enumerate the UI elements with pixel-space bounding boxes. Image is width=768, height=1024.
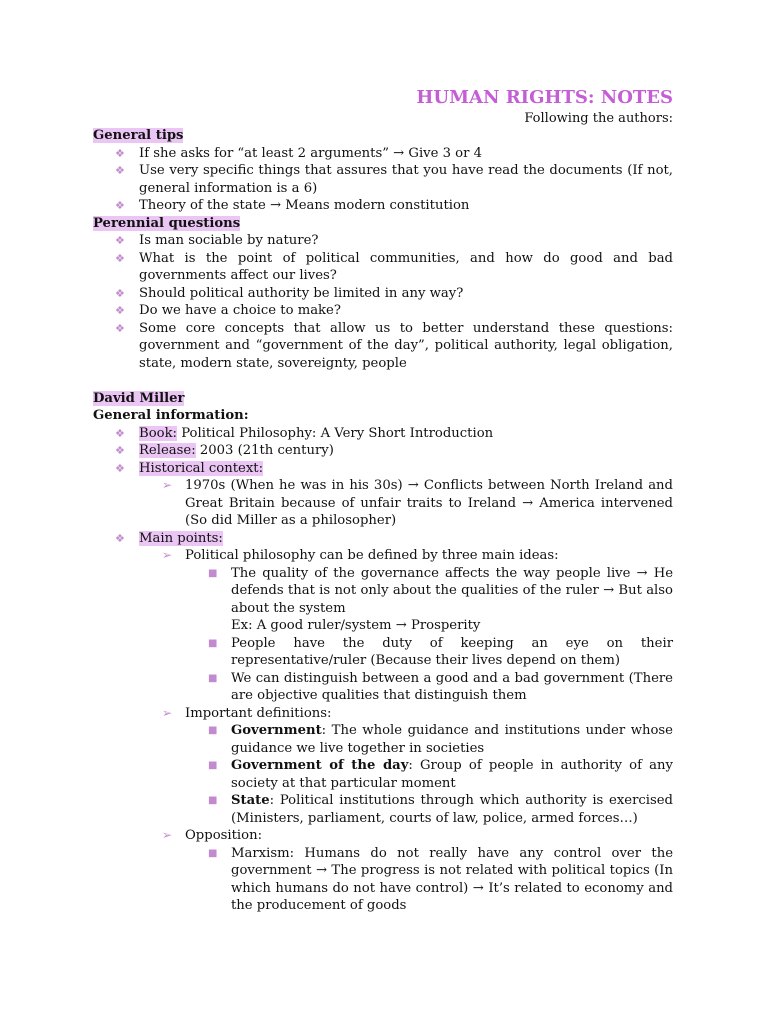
list-item: ❖ Do we have a choice to make? (115, 303, 341, 318)
opposition-item: ➢ Opposition: (162, 828, 263, 843)
list-item: ❖ If she asks for “at least 2 arguments” → Give 3 or 4 (115, 145, 483, 161)
list-item: ❖ Use very specific things that assures that you have read the documents (If not, general information is a 6) (115, 163, 673, 196)
idea-item: ■ The quality of the governance affects the way people live → He defends that is not only about the qualities of the ruler → But also about the system Ex: A good ruler/system → Prosperity (208, 565, 673, 633)
diamond-bullet-icon: ❖ (115, 146, 125, 160)
diamond-bullet-icon: ❖ (115, 304, 125, 317)
definition-item: ■ Government of the day: Group of people in authority of any society at that particular moment (208, 758, 673, 791)
list-item: ❖ What is the point of political communities, and how do good and bad governments affect our lives? (115, 250, 673, 283)
diamond-bullet-icon: ❖ (115, 286, 125, 300)
historical-context-detail: ➢ 1970s (When he was in his 30s) → Conflicts between North Ireland and Great Britain because of unfair traits to Ireland → America intervened (So did Miller as a philosopher) (162, 478, 673, 528)
square-bullet-icon: ■ (208, 672, 218, 684)
arrow-bullet-icon: ➢ (162, 828, 173, 842)
square-bullet-icon: ■ (208, 795, 218, 806)
perennial-questions-list (93, 232, 673, 372)
square-bullet-icon: ■ (208, 760, 218, 771)
section-heading-general-tips: General tips (93, 128, 184, 143)
diamond-bullet-icon: ❖ (115, 199, 125, 212)
miller-list (93, 425, 673, 915)
list-item: ❖ Should political authority be limited in any way? (115, 285, 464, 301)
square-bullet-icon: ■ (208, 847, 218, 859)
diamond-bullet-icon: ❖ (115, 251, 125, 265)
section-heading-david-miller: David Miller (93, 390, 185, 406)
diamond-bullet-icon: ❖ (115, 321, 125, 335)
book-item: ❖ Book: Political Philosophy: A Very Short Introduction (115, 425, 494, 441)
definition-item: ■ Government: The whole guidance and institutions under whose guidance we live together in societies (208, 723, 673, 756)
definition-item: ■ State: Political institutions through which authority is exercised (Ministers, parliament, courts of law, police, armed forces…) (208, 793, 673, 826)
list-item: ❖ Is man sociable by nature? (115, 233, 319, 248)
page-title: HUMAN RIGHTS: NOTES (416, 87, 673, 108)
idea-item: ■ People have the duty of keeping an eye on their representative/ruler (Because their lives depend on them) (208, 635, 673, 668)
important-definitions-item: ➢ Important definitions: (162, 705, 332, 721)
diamond-bullet-icon: ❖ (115, 531, 125, 545)
main-points-item: ❖ Main points: (115, 530, 223, 546)
square-bullet-icon: ■ (208, 637, 218, 649)
three-ideas-item: ➢ Political philosophy can be defined by three main ideas: (162, 548, 559, 563)
square-bullet-icon: ■ (208, 725, 218, 736)
list-item: ❖ Some core concepts that allow us to better understand these questions: government and “government of the day”, political authority, legal obligation, state, modern state, sovereignty, people (115, 320, 673, 371)
page-subtitle: Following the authors: (524, 111, 673, 126)
general-information-heading: General information: (93, 408, 249, 423)
arrow-bullet-icon: ➢ (162, 705, 173, 720)
idea-example: Ex: A good ruler/system → Prosperity (231, 618, 481, 633)
arrow-bullet-icon: ➢ (162, 478, 173, 492)
arrow-bullet-icon: ➢ (162, 548, 173, 562)
spacer (93, 372, 673, 390)
list-item: ❖ Theory of the state → Means modern constitution (115, 198, 470, 213)
diamond-bullet-icon: ❖ (115, 444, 125, 457)
diamond-bullet-icon: ❖ (115, 426, 125, 440)
diamond-bullet-icon: ❖ (115, 234, 125, 247)
diamond-bullet-icon: ❖ (115, 461, 125, 475)
diamond-bullet-icon: ❖ (115, 164, 125, 177)
square-bullet-icon: ■ (208, 567, 218, 579)
opposition-detail: ■ Marxism: Humans do not really have any control over the government → The progress is not related with political topics (In which humans do not have control) → It’s related to economy and the producement of goods (208, 845, 673, 913)
idea-item: ■ We can distinguish between a good and a bad government (There are objective qualities that distinguish them (208, 670, 673, 703)
section-heading-perennial-questions: Perennial questions (93, 215, 241, 231)
release-item: ❖ Release: 2003 (21th century) (115, 443, 334, 458)
document-page (93, 86, 673, 915)
general-tips-list (93, 145, 673, 215)
historical-context-item: ❖ Historical context: (115, 460, 264, 476)
